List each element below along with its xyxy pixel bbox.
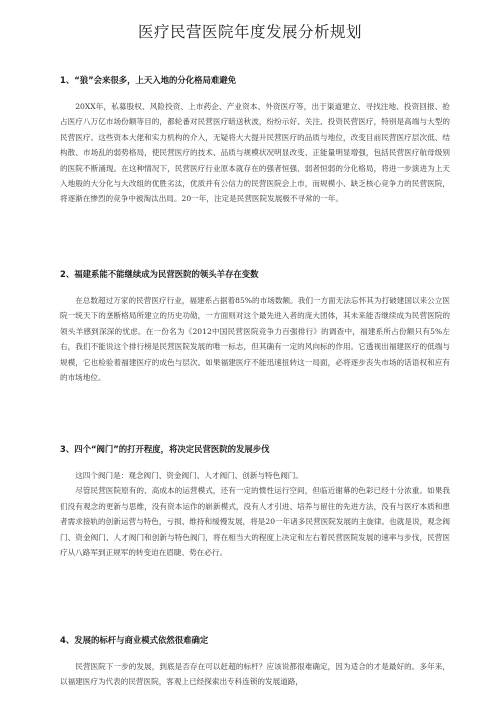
section-2: [60, 268, 450, 385]
section-4-paragraph: 民营医院下一步的发展，到底是否存在可以赶超的标杆？应该说都很难确定，因为适合的才是最好的。多年来，以福建医疗为代表的民营医院，客观上已经探索出专科连锁的发展道路，: [60, 662, 450, 687]
section-2-paragraph: 在总数超过万家的民营医疗行业，福建系占据着85%的市场数额。我们一方面无法忘怀其为打破建国以来公立医院一统天下的垄断格局所建立的历史功勋，一方面则对这个最先进入者的庞大团体，其未来能否继续成为民营医院的领头羊感到深深的忧虑。在一份名为《2012中国民营医院竞争力百强排行》的调查中，福建系所占份额只有5%左右，我们不能说这个排行榜是民营医院发展的唯一标志，但其确有一定的风向标的作用。它透视出福建医疗的低端与规模，它也检验着福建医疗的成色与层次。如果福建医疗不能迅速扭转这一局面，必将逐步丧失市场的话语权和应有的市场地位。: [60, 296, 450, 383]
section-3-paragraph-2: 尽管民营医院原有的、高成本的运营模式，还有一定的惯性运行空间，但临近谢幕的色彩已经十分浓重。如果我们没有观念的更新与思维，没有资本运作的崭新模式，没有人才引进、培养与留住的先进方法，没有与医疗本质和患者需求接轨的创新运营与特色，亏损、维持和缓慢发展，将是20一年诸多民营医院发展的主旋律。也就是说，观念阀门、资金阀门、人才阀门和创新与特色阀门，将在相当大的程度上决定和左右着民营医院发展的速率与步伐，民营医疗从八路军到正规军的转变迫在眉睫、势在必行。: [60, 486, 450, 558]
section-1: [60, 74, 450, 207]
section-1-paragraph: 20XX年，私募股权、风险投资、上市药企、产业资本、外资医疗等，出于渠道建立、寻找注地、投资回报、抢占医疗八万亿市场份额等目的，都轮番对民营医疗暗送秋波，纷纷示好、关注、投资民营医疗，特别是高端与大型的民营医疗。这些资本大佬和实力机构的介入，无疑将大大提升民营医疗的品质与地位，改变目前民营医疗层次低、结构散、市场乱的弱势格局，使民营医疗的技术、品质与规模状况明显改变、正能量明显增强，包括民营医疗航母级别的医院不断涌现。在这种情况下，民营医疗行业原本就存在的强者恒强、弱者恒弱的分化格局，将进一步演进为上天入地般的大分化与大改组的优胜劣汰，优质并有公信力的民营医院会上市，而规模小、缺乏核心竞争力的民营医院，将逐渐在惨烈的竞争中被淘汰出局。20一年，注定是民营医院发展极不寻常的一年。: [60, 102, 450, 204]
section-4-heading: 4、发展的标杆与商业模式依然很难确定: [60, 635, 209, 645]
section-4: [60, 634, 450, 690]
document-title: 医疗民营医院年度发展分析规划: [137, 23, 362, 41]
section-2-heading: 2、福建系能不能继续成为民营医院的领头羊存在变数: [60, 269, 259, 279]
section-3-paragraph-1: 这四个阀门是：观念阀门、资金阀门、人才阀门、创新与特色阀门。: [75, 471, 303, 480]
section-1-heading: 1、“狼”会来很多，上天入地的分化格局难避免: [60, 75, 236, 85]
section-3: [60, 443, 450, 560]
section-3-heading: 3、四个“阀门”的打开程度，将决定民营医院的发展步伐: [60, 444, 270, 454]
